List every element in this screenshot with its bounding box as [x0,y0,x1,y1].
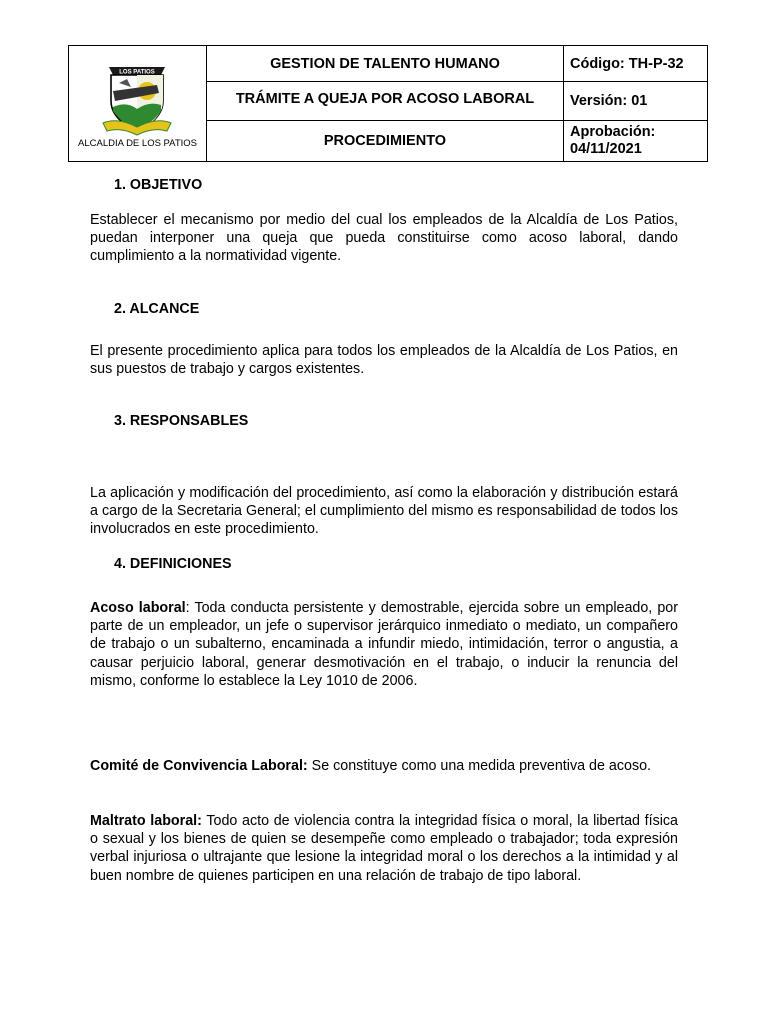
section-heading-objetivo: 1. OBJETIVO [114,177,203,193]
municipality-shield-logo [97,61,177,137]
logo-caption: ALCALDIA DE LOS PATIOS [78,137,197,149]
definition-term: Comité de Convivencia Laboral: [90,758,308,774]
definition-text: Se constituye como una medida preventiva de acoso. [311,758,652,774]
document-type: PROCEDIMIENTO [207,120,564,161]
objetivo-paragraph: Establecer el mecanismo por medio del cual los empleados de la Alcaldía de Los Patios, puedan interponer una queja que pueda constituirse como acoso laboral, dando cumplimiento a la normatividad vigente. [90,212,678,265]
definition-comite-convivencia [90,757,678,775]
responsables-paragraph: La aplicación y modificación del procedimiento, así como la elaboración y distribución estará a cargo de la Secretaria General; el cumplimiento del mismo es responsabilidad de todos los involucrados en este procedimiento. [90,485,678,538]
approval-label: Aprobación: [570,123,656,140]
definition-text: Toda conducta persistente y demostrable, ejercida sobre un empleado, por parte de un empleador, un jefe o supervisor jerárquico inmediato o mediato, un compañero de trabajo o un subalterno, encaminada a infundir miedo, intimidación, terror o angustia, a causar perjuicio laboral, generar desmotivación en el trabajo, o inducir la renuncia del mismo, conforme lo establece la Ley 1010 de 2006. [90,600,679,689]
definition-acoso-laboral [90,599,678,690]
section-heading-definiciones: 4. DEFINICIONES [114,556,232,572]
approval-info [564,120,708,161]
section-heading-alcance: 2. ALCANCE [114,301,200,317]
approval-date: 04/11/2021 [570,140,642,157]
document-version: Versión: 01 [564,82,708,120]
logo-cell [69,46,207,162]
definition-maltrato-laboral [90,812,678,885]
department-title: GESTION DE TALENTO HUMANO [207,46,564,82]
document-header-table [68,45,708,162]
definition-separator: : [185,600,195,616]
document-title: TRÁMITE A QUEJA POR ACOSO LABORAL [207,82,564,120]
alcance-paragraph: El presente procedimiento aplica para todos los empleados de la Alcaldía de Los Patios, en sus puestos de trabajo y cargos existentes. [90,343,678,378]
definition-term: Maltrato laboral: [90,813,202,829]
document-code: Código: TH-P-32 [564,46,708,82]
section-heading-responsables: 3. RESPONSABLES [114,413,249,429]
definition-term: Acoso laboral [90,600,186,616]
logo-banner-text: LOS PATIOS [119,69,155,75]
definition-text: Todo acto de violencia contra la integridad física o moral, la libertad física o sexual y los bienes de quien se desempeñe como empleado o trabajador; toda expresión verbal injuriosa o ultrajante que lesione la integridad moral o los derechos a la intimidad y al buen nombre de quienes participen en una relación de trabajo de tipo laboral. [90,813,679,884]
